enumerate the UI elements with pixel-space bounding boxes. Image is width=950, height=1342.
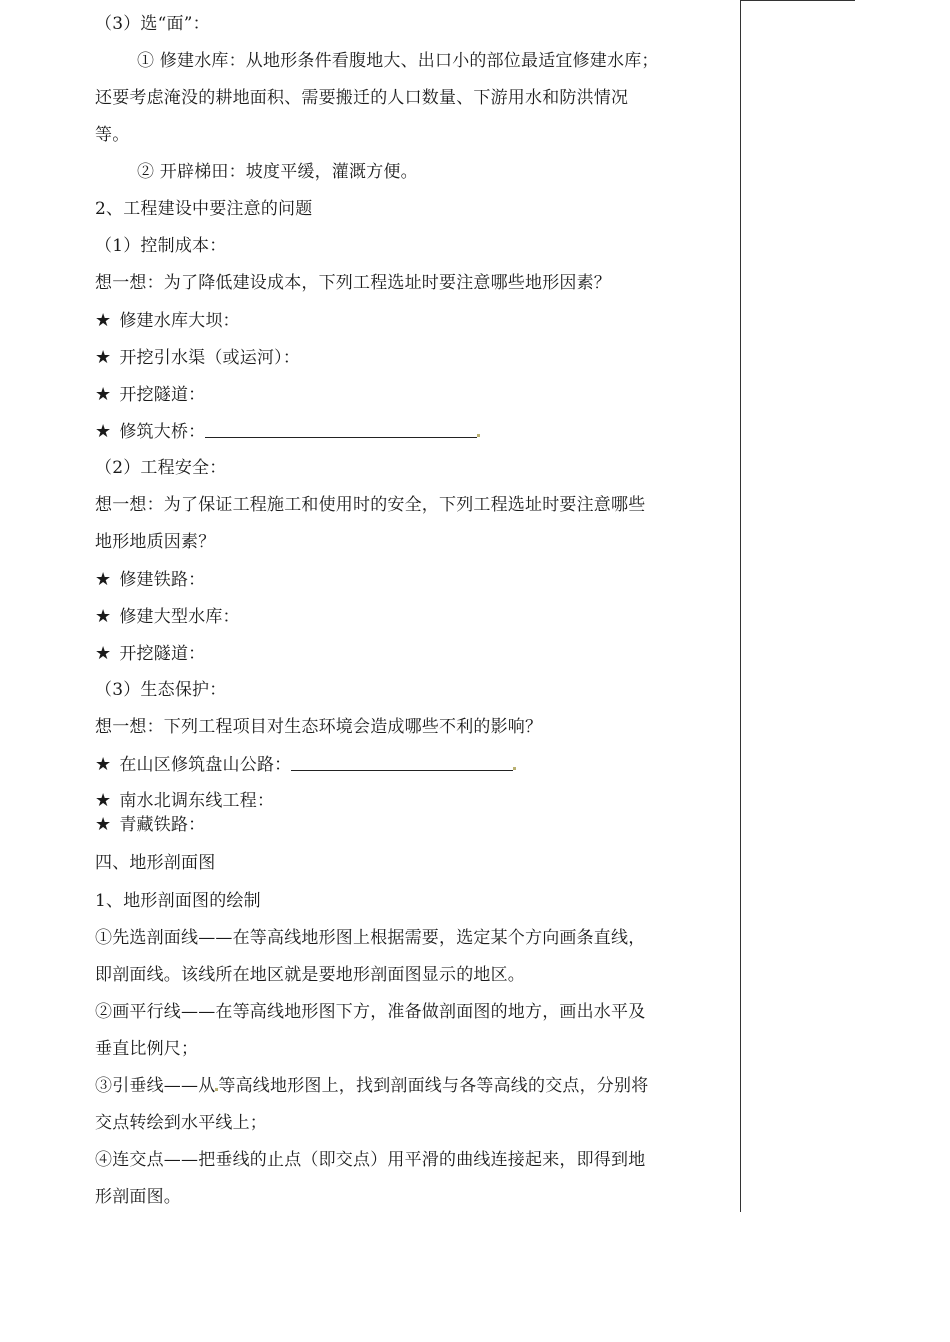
star-item-label: 修建水库大坝： — [119, 311, 240, 331]
text-line: 垂直比例尺； — [95, 1039, 199, 1059]
star-item — [95, 339, 735, 376]
text-line: 地形地质因素？ — [95, 532, 216, 552]
text-line: （1）控制成本： — [95, 236, 227, 256]
section-heading: 2、工程建设中要注意的问题 — [95, 199, 313, 219]
text-line: 即剖面线。该线所在地区就是要地形剖面图显示的地区。 — [95, 965, 525, 985]
text-line: ④连交点——把垂线的止点（即交点）用平滑的曲线连接起来，即得到地 — [95, 1150, 646, 1170]
star-item-label: 开挖隧道： — [119, 644, 206, 664]
answer-blank — [205, 423, 477, 438]
document-body — [95, 6, 735, 1216]
star-item — [95, 598, 735, 635]
star-item-label: 青藏铁路： — [119, 815, 206, 835]
text-line — [95, 1068, 735, 1105]
text-line: 形剖面图。 — [95, 1187, 181, 1207]
star-icon: ★ — [95, 421, 112, 442]
star-icon: ★ — [95, 814, 112, 835]
star-icon: ★ — [95, 754, 112, 775]
star-item-label: 开挖引水渠（或运河）： — [119, 348, 301, 368]
star-icon: ★ — [95, 606, 112, 627]
star-item — [95, 413, 735, 450]
star-item — [95, 376, 735, 413]
text-line: 还要考虑淹没的耕地面积、需要搬迁的人口数量、下游用水和防洪情况 — [95, 88, 629, 108]
vertical-border-line — [740, 0, 741, 1212]
question-line: 想一想：下列工程项目对生态环境会造成哪些不利的影响？ — [95, 717, 543, 737]
text-segment: 等高线地形图上，找到剖面线与各等高线的交点，分别将 — [218, 1076, 649, 1096]
star-icon: ★ — [95, 347, 112, 368]
star-item-label: 修建大型水库： — [119, 607, 240, 627]
text-line: 等。 — [95, 125, 130, 145]
star-item — [95, 746, 735, 783]
top-border-line — [741, 0, 855, 1]
section-heading: 四、地形剖面图 — [95, 853, 216, 873]
star-icon: ★ — [95, 643, 112, 664]
star-item — [95, 561, 735, 598]
star-item-label: 南水北调东线工程： — [119, 791, 275, 811]
text-segment: ③引垂线——从 — [95, 1076, 216, 1096]
star-item-label: 开挖隧道： — [119, 385, 206, 405]
text-line: （2）工程安全： — [95, 458, 227, 478]
text-line: ② 开辟梯田：坡度平缓，灌溉方便。 — [137, 162, 418, 182]
answer-blank — [291, 756, 513, 771]
star-icon: ★ — [95, 310, 112, 331]
text-line: ①先选剖面线——在等高线地形图上根据需要，选定某个方向画条直线， — [95, 928, 646, 948]
text-line: ① 修建水库：从地形条件看腹地大、出口小的部位最适宜修建水库； — [137, 51, 659, 71]
star-item — [95, 789, 735, 813]
star-item — [95, 813, 735, 837]
star-item-label: 在山区修筑盘山公路： — [119, 755, 292, 775]
text-line: ②画平行线——在等高线地形图下方，准备做剖面图的地方，画出水平及 — [95, 1002, 646, 1022]
star-icon: ★ — [95, 569, 112, 590]
star-item — [95, 635, 735, 672]
question-line: 想一想：为了降低建设成本，下列工程选址时要注意哪些地形因素？ — [95, 273, 611, 293]
dot-mark — [513, 767, 516, 770]
star-item-label: 修筑大桥： — [119, 422, 206, 442]
star-item-label: 修建铁路： — [119, 570, 206, 590]
dot-mark — [477, 434, 480, 437]
star-icon: ★ — [95, 790, 112, 811]
text-line: 交点转绘到水平线上； — [95, 1113, 267, 1133]
text-line: （3）选“面”： — [95, 14, 210, 34]
question-line: 想一想：为了保证工程施工和使用时的安全，下列工程选址时要注意哪些 — [95, 495, 646, 515]
star-icon: ★ — [95, 384, 112, 405]
section-heading: 1、地形剖面图的绘制 — [95, 891, 261, 911]
star-item — [95, 302, 735, 339]
text-line: （3）生态保护： — [95, 680, 227, 700]
